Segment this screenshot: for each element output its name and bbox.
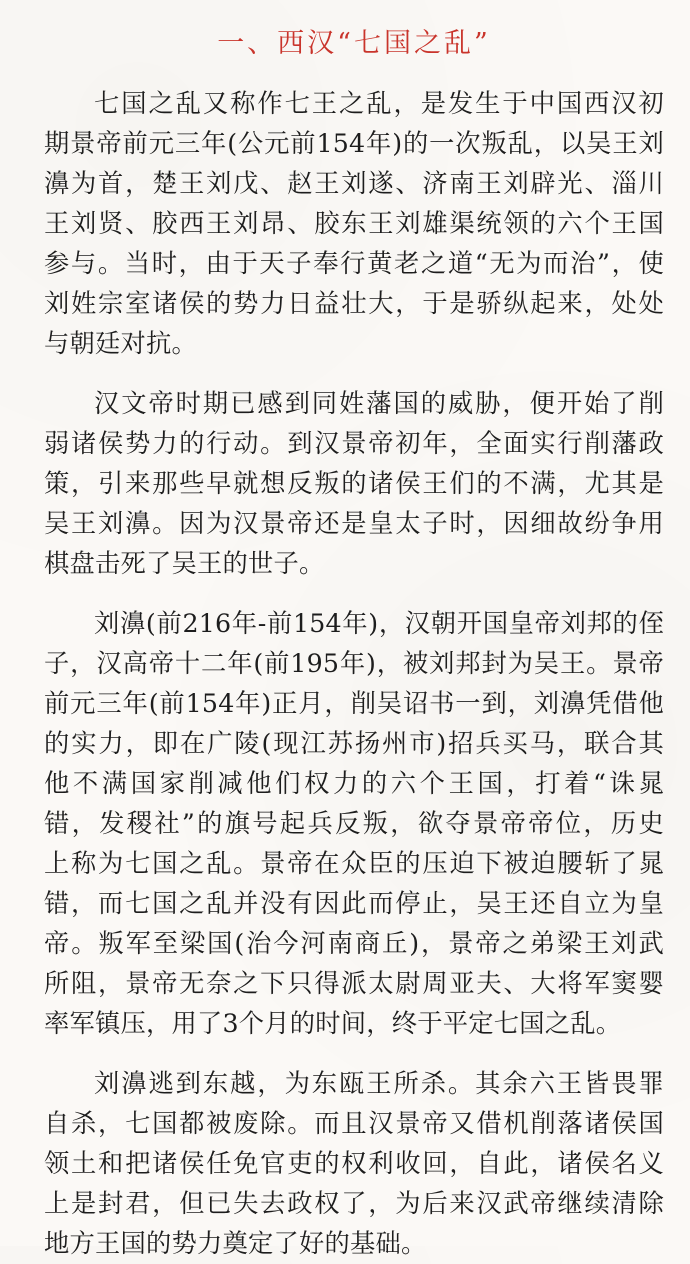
article-title: 一、西汉“七国之乱” (217, 28, 491, 59)
text-line: 与朝廷对抗。 (44, 329, 197, 358)
text-line: 刘姓宗室诸侯的势力日益壮大，于是骄纵起来，处处 (44, 289, 664, 318)
text-line: 上是封君，但已失去政权了，为后来汉武帝继续清除 (44, 1189, 664, 1218)
text-line: 错，而七国之乱并没有因此而停止，吴王还自立为皇 (44, 889, 664, 918)
text-line: 汉文帝时期已感到同姓藩国的威胁，便开始了削 (94, 389, 664, 418)
text-line: 所阻，景帝无奈之下只得派太尉周亚夫、大将军窦婴 (44, 969, 664, 998)
text-line: 率军镇压，用了3个月的时间，终于平定七国之乱。 (44, 1009, 622, 1038)
text-line: 帝。叛军至梁国(治今河南商丘)，景帝之弟梁王刘武 (44, 929, 664, 958)
text-line: 上称为七国之乱。景帝在众臣的压迫下被迫腰斩了晁 (44, 849, 664, 878)
text-line: 七国之乱又称作七王之乱，是发生于中国西汉初 (94, 89, 664, 118)
text-line: 前元三年(前154年)正月，削吴诏书一到，刘濞凭借他 (44, 689, 664, 718)
article-body (44, 84, 664, 1264)
text-line: 吴王刘濞。因为汉景帝还是皇太子时，因细故纷争用 (44, 509, 664, 538)
paragraph (44, 1064, 664, 1264)
text-line: 刘濞(前216年-前154年)，汉朝开国皇帝刘邦的侄 (94, 609, 664, 638)
paragraph (44, 384, 664, 584)
text-line: 子，汉高帝十二年(前195年)，被刘邦封为吴王。景帝 (44, 649, 664, 678)
text-line: 期景帝前元三年(公元前154年)的一次叛乱，以吴王刘 (44, 129, 664, 158)
text-line: 他不满国家削减他们权力的六个王国，打着“诛晁 (44, 769, 664, 798)
text-line: 王刘贤、胶西王刘昂、胶东王刘雄渠统领的六个王国 (44, 209, 664, 238)
text-line: 弱诸侯势力的行动。到汉景帝初年，全面实行削藩政 (44, 429, 664, 458)
text-line: 的实力，即在广陵(现江苏扬州市)招兵买马，联合其 (44, 729, 664, 758)
text-line: 棋盘击死了吴王的世子。 (44, 549, 325, 578)
text-line: 策，引来那些早就想反叛的诸侯王们的不满，尤其是 (44, 469, 664, 498)
paragraph (44, 84, 664, 364)
paragraph (44, 604, 664, 1044)
text-line: 刘濞逃到东越，为东瓯王所杀。其余六王皆畏罪 (94, 1069, 664, 1098)
text-line: 参与。当时，由于天子奉行黄老之道“无为而治”，使 (44, 249, 664, 278)
text-line: 濞为首，楚王刘戊、赵王刘遂、济南王刘辟光、淄川 (44, 169, 664, 198)
text-line: 自杀，七国都被废除。而且汉景帝又借机削落诸侯国 (44, 1109, 664, 1138)
text-line: 地方王国的势力奠定了好的基础。 (44, 1229, 427, 1258)
text-line: 领土和把诸侯任免官吏的权利收回，自此，诸侯名义 (44, 1149, 664, 1178)
text-line: 错，发稷社”的旗号起兵反叛，欲夺景帝帝位，历史 (44, 809, 664, 838)
